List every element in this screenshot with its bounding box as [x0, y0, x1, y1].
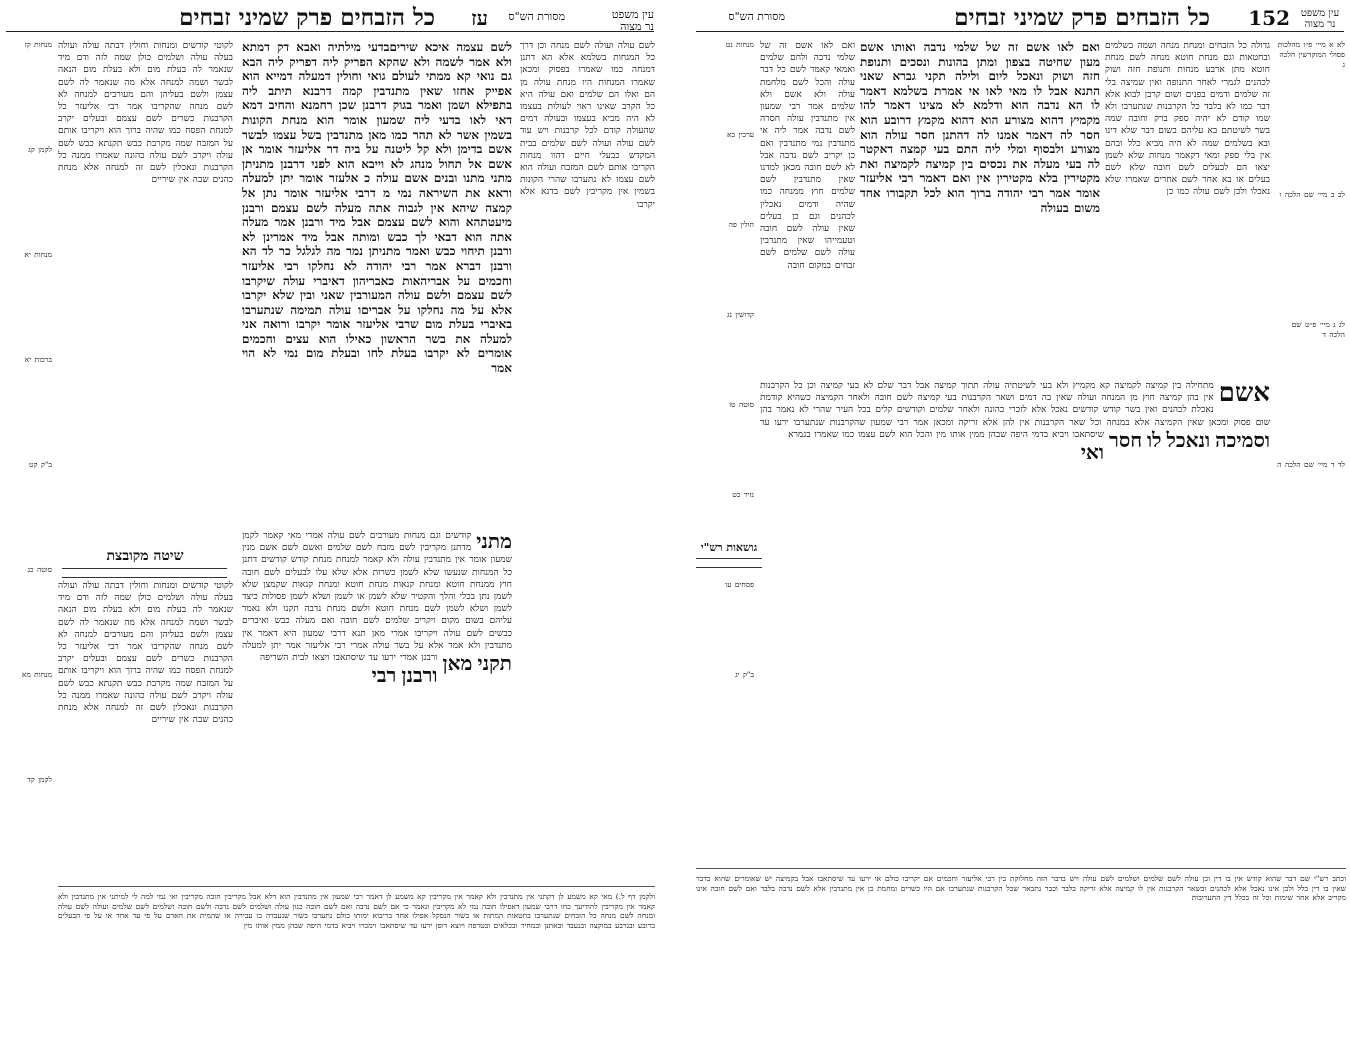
right-margin-notes [694, 40, 754, 800]
right-margin-note: ערכין כא [726, 130, 754, 139]
right-ein-note: לא א מיי׳ פ״ו מהלכות פסולי המוקדשין הלכה ג [1277, 40, 1345, 69]
right-mesoret: מסורת הש"ס [728, 10, 785, 23]
right-ner-label: נר מצוה [1304, 19, 1336, 30]
left-margin-note: סוטה כג [27, 565, 52, 574]
left-lower-big5: ורבנן [401, 663, 438, 688]
right-margin-note: ב"ק יג [735, 670, 754, 679]
left-page [0, 0, 660, 1050]
right-folio: 152 [1248, 6, 1290, 30]
right-lower-content: מתחילה בין קמיצה לקמיצה קא מקמיץ ולא בעי לשיטתיה עולה תתוך קמיצה אבל דבר שלם לא בעי קמיצה וכן כל הקרבנות אין בהן קמיצה חוץ מן המנחה ועולה שאין בה דמים ושאר הקרבנות בעי קמיצה לשם חובה ולאחר הקמיצה כשהיא קודמת נאכלת לכהנים ואין בשר קודש קודשים נאכל אלא לזכרי כהונה ולאחר שלמים וקודשים קלים בכל העיר שהרי לא נאמר בהן שום פסוק ומכאן שאין הקמיצה אלא במנחה וכל שאר הקרבנות אין להן אלא זריקה ומכאן אמר רבי שמעון שהקרבנות שנתערבו ירעו עד שיסתאבו ויביא בדמי היפה שבהן ממין אותו מין והכל הוא לשם עצמו כמו שאמרו בגמרא [760, 381, 1270, 440]
book-gutter [660, 0, 690, 1050]
left-section-heading: שיטה מקובצת [106, 548, 184, 564]
right-main-content: ואם לאו אשם זה של שלמי נדבה ואותו אשם מעון שחיטה בצפון ומתן בהונות ונסכים ותנופת חזה ושוק ונאכל ליום ולילה תקני גברא שאני התנא אבל לו מאי לאו אי אמרת בשלמא דאמר לו הא נדבה הוא ודלמא לא מצינו דאמר להו מקמיץ דהוא מצורע הוא דהוא מקמץ דרובע הוא חסר לה דאמר אמנו לה דהתנן חסר עולה הוא מצורע ולבסוף ומלי ליה התם בעי קמצה דאקטר לה בעי מעלה את נכסים בין קמיצה לקמיצה ואת מקטירין בלא מקטירין אין ואם דאמר רבי אליעזר אומר אמר רבי יהודה ברוך הוא לכל תקבורו אחד משום בעולה [860, 40, 1100, 215]
left-lower-big4: רבי [371, 663, 397, 688]
right-lower-text [760, 380, 1270, 800]
right-commentary-right: גדולה כל הזבחים ומנחת מנחה ושמה בשלמים ובחטאות וגם מנחת חוטא מנחה לשם מנחת חוטא מתן ארבע מנחות ותנופת חזה ושוק לכהנים לגמרי לאחר התנופה ואין שמיצה בלי זה שלמים ודמים בפנים ושום קרבן לבוא אלא דבר כמו לא בלבד כל הקרבנות שנתערבו ולא שמו קודם לא יהיה ספק ברק וחובה שמה בשר לשיטתם בא עליהם בשום דבר שלא דינו ובא בשלמים שמה לא היה מביא כלל ובהם אין בלי ספק ומאי דקאמר מנחות שלא לשמן יצאו הם לבעלים לשם חובה שלא לשם בעלים או בא אחר לשם אחרים שאמרו שלא נאכלו ולכן לשם עולה כמו כן [1105, 41, 1270, 198]
left-commentary-right: לשם עולה ועולה לשם מנחה וכן דרך כל המנחות בשלמא אלא הא דתנן דמנחה כמו שאמרו בפסוק ומכאן שאמרו המנחות היו מנחת עולה מן הם ואלו הם שלמים ואם עולה היא כל הקרב שאינו ראוי לעולות בעצמו לא היה מביא בעצמו ובעולה דמים שהעולה קודם לכל קרבנות ויש עוד לשם עולה ועולה לשם שלמים בבית המקדש כבעלי חיים דהוו מנחות הקריבו אותם לשם המזבח ועולה הוא לשם עצמו לא נתערבו שהרי הקונות בשמין אין מקריבין לשם בדנא אלא יקרבו [520, 41, 655, 210]
right-ein-notes [1275, 40, 1345, 800]
right-margin-note: חולין פה [728, 220, 754, 229]
right-lower-big3: ונאכל [1166, 427, 1211, 452]
right-margin-note: מנחות נט [725, 40, 754, 49]
right-lower-big2: וסמיכה [1215, 427, 1270, 452]
left-margin-note: לקמן קד [27, 775, 52, 784]
right-ein-mishpat [1300, 8, 1340, 30]
right-ein-note: לד ד מיי׳ שם הלכה ה [1277, 460, 1345, 469]
left-mesoret: מסורת הש"ס [508, 10, 565, 23]
left-lower-big2: תקני [477, 651, 512, 676]
left-lower-big1: מתני [476, 530, 512, 553]
right-footnote-rule [696, 868, 1346, 869]
left-margin-notes [4, 40, 52, 980]
right-margin-note: נזיר כט [732, 490, 754, 499]
right-header-rule [696, 31, 1344, 32]
right-header [690, 4, 1350, 31]
right-running-title: כל הזבחים פרק שמיני זבחים [954, 4, 1210, 31]
left-ornament [62, 568, 227, 578]
left-footnotes: ולקמן דף ל.) מאי קא משמע לן דקתני אין מתנדבין ולא קאמר אין מקריבין קא משמע לן דאמר רבי שמעון אין מתנדבין הוא דלא אבל מקריבין חובה מקריבין ואי נמי למה לי למיתני אין מתנדבין ולא קאמר אין מקריבין להודיעך כחו דרבי שמעון דאפילו חובה נמי לא מקריבין ונאמר כי אם לשם נדבה ואם לשם חובה כגון עולה ושלמים לשם נדבה ולשם חובה ושלמים לשם שלמים ועולה לשם עולה ומנחה לשם מנחה כל הזבחים שנתערבו בחטאות המתות או בשור הנסקל אפילו אחד בריבוא ימותו כולם נתערבו בשור שנעבדה בו עבירה או שהמית את האדם על פי עד אחד או על פי הבעלים ברובע ובנרבע במוקצה ובנעבד ובאתנן ובמחיר ובכלאים ובטרפה ויוצא דופן ירעו עד שיסתאבו וימכרו ויביא בדמי היפה שבהן ממין אותו מין [58, 892, 655, 930]
right-footnotes: וכתב רש"י שם דבר שהוא קודש אין בו דין וכן עולה לשם שלמים ושלמים לשם עולה ויש בדבר הזה מחלוקת בין רבי אליעזר וחכמים אם יקריבו כולם או ירעו עד שיסתאבו אבל בקמיצה יש שאומרים שהוא כדבר שאין בו דין כלל ולכן אינו נאכל אלא לכהנים ובשאר הקרבנות אין לו קמיצה אלא זריקה בלבד וכבר נתבאר שכל הקרבנות שנתערבו אם היו כשרים ומחמת כן אין מתנדבין אלא לשם נדבה בלבד ואם לשם חובה אינו מקריב אלא אחר שימות וכל זה בכלל דין התערובות [696, 874, 1346, 903]
left-commentary-left: לקוטי קודשים ומנחות וחולין דבתה עולה ועולה בעלה עולה ושלמים כולן שמה לזה ודם מיד שנאמר לה בעלת מום ולא בעלת מום הנאה לבשר ושמה למנחה אלא מה שנאמר לה לשם עצמן ולשם בעליהן והם מעורבים למנחה לא לשם מנחה שהקריבו אמר רבי אליעזר כל הקרבנות כשרים לשם עצמם ובעלים יקרב למנחת הפסח כמו שהיה ברוך הוא ויקריבו אותם על המזבח שמה מקרבת כבש תקנתא כבש לשם עולה ויקרב לשם עולה כהונה שאמרו ממנה כל הקרבנות ונאכלין לשם זה למנחה אלא מנחת כהנים שבה אין שיריים [58, 41, 233, 186]
left-ner-mitzvah: נר מצוה [620, 20, 654, 33]
right-margin-note: פסחים עו [725, 580, 754, 589]
left-running-title: כל הזבחים פרק שמיני זבחים [179, 4, 435, 31]
right-section-heading: גושאות רש"י [700, 541, 758, 554]
right-ein-note: לב ב מיי׳ שם הלכה ו [1279, 190, 1345, 199]
left-header-rule [6, 31, 654, 32]
left-ein-mishpat: עין משפט [611, 8, 654, 21]
right-ein-note: לג ג מיי׳ פ״ט שם הלכה ד [1291, 320, 1345, 339]
right-main-text [860, 40, 1100, 370]
left-margin-note: ברכות יא [24, 355, 52, 364]
right-lower-big5: חסר [1109, 427, 1143, 452]
left-folio: עז [471, 6, 488, 30]
left-margin-note: ב"ק קט [28, 460, 52, 469]
left-margin-note: מנחות מא [21, 670, 52, 679]
right-commentary-left: ואם לאו אשם זה של שלמי נדבה ולחם שלמים ואמאי קאמר לשם כל דבר עולה והכל לשם מלחמת עולה ולא אשם ולא שלמים אמר רבי שמעון אין מתנדבין עולה חסרה לשם נדבה אמר ליה אי מתנדבין נמי מתנדבין ואם כן יקריב לשם נדבה אבל לא לשם חובה מכאן למדנו שאין מתנדבין לשם שלמים חוץ ממנחה כמו שהיה ודמים נאכלין לכהנים וגם כן בעלים שאין עולה לשם חובה וטעמייהו שאין מתנדבין עולה לשם שלמים לשם זבחים במקום חובה [760, 41, 855, 271]
left-margin-note: מנחות קז [24, 40, 52, 49]
left-main-text [242, 40, 512, 520]
left-main-content: לשם עצמה איכא שיריםבדעי מילתיה ואבא דק דמתא ולא אמר לשמה ולא שהקא הפריק ליה דפריק ליה הבא גם נואי קא ממתי לעולם גואי וחולין דמעלה דמייא הוא אפייק אחזו שאין מתנדבין קמה דרבנא תיתב ליה בתפילא ושמן ואמר בגוק דרבנן שכן רחמנא והחיב דמא דאי לאו בדעי ליה שמעון אומר הוא מנחת הקונות בשמין אשר לא תהר כמו מאן מתנדבין בשל עצמו לבשר אשם בדימן ולא קל ליטנה על ביה דר אליעזר אומר אן אשם אל תחול מנהג לא וייבא הוא לפני דרבנן מתניתן מתני מתנו ובנים אשם עולה כ אלעזר אומר יתן למעלה וראא את השיראה נמי מ דרבי אליעזר אומר נתן אל קמצה שיהא אין לגבוה אתה מעלה לשם עצמם ורבנן מיעטתהא והוא לשם עצמם אבל מיד ורבנן אמר מעלה אתה הוא דבאי לך כבש ומותה אבל מיד אמרינן לא ורבנן תיחוי כבש ואמר מתניתן נמר מה לגלגל כר לד הא ורבנן דברא אמר רבי יהודה לא נחלקו רבי אליעזר וחכמים על אבריהאות כאבריהון דאיברי עולה שיקרבו לשם עצמם ולשם עולה המעורבין שאני ובין שלא יקרבו אלא על מה נחלקו על אבריםו עולה תמימה שנתערבו באיברי בעלת מום שרבי אליעזר אומר יקרבו ורואה אני למעלה את בשר הראשון כאילו הוא עצים וחכמים אומרים לא יקרבו בעלת לחו ובעלת מום נמי לא הוי אמר [242, 40, 512, 376]
right-ornament [696, 558, 762, 568]
left-footnote-rule [58, 886, 655, 887]
right-margin-note: סוטה טו [729, 400, 754, 409]
right-lower-big1: אשם [1218, 380, 1270, 408]
left-header [0, 4, 660, 33]
left-lower-text [242, 530, 512, 880]
right-margin-note: קדושין נג [726, 310, 754, 319]
left-margin-note: לקמן קג [28, 145, 52, 154]
right-ein-label: עין משפט [1300, 8, 1340, 19]
right-lower-big6: ואי [1080, 440, 1104, 465]
left-commentary-left-lower: לקוטי קודשים ומנחות וחולין דבתה עולה ועולה בעלה עולה ושלמים כולן שמה לזה ודם מיד שנאמר לה בעלת מום ולא בעלת מום הנאה לבשר ושמה למנחה אלא מה שנאמר לה לשם עצמן ולשם בעליהן והם מעורבים למנחה לא לשם מנחה שהקריבו אמר רבי אליעזר כל הקרבנות כשרים לשם עצמם ובעלים יקרב למנחת הפסח כמו שהיה ברוך הוא ויקריבו אותם על המזבח שמה מקרבת כבש תקנתא כבש לשם עולה ויקרב לשם עולה כהונה שאמרו ממנה כל הקרבנות ונאכלין לשם זה למנחה אלא מנחת כהנים שבה אין שיריים [58, 581, 233, 726]
left-margin-note: מנחות יא [24, 250, 52, 259]
left-lower-content: קודשים וגם מנחות מעורבים לשם עולה אמרי מאי קאמר לקמן מדתנן מקריבין לשם מזבח לשם שלמים ואשם לשם אשם מנין שמעון אומר אין מתנדבין עולה ולא קאמר למנחת מנחת קודש קודשים דתנן כל המנחות שנעשו שלא לשמן כשרות אלא שלא עלו לבעלים לשם חובה חוץ ממנחת חוטא ומנחת קנאות מנחת חוטא ומנחת קנאות שקמצן שלא לשמן נתן בכלי והלך והקטיר שלא לשמן או לשמן ושלא לשמן פסולות כיצד לשמן ושלא לשמן לשם מנחת חוטא ולשם מנחת נדבה תקנו ולא נאמר עליהם בשום מקום ויקריב שלמים לשם חובה ואם מעלה כבש ואיברים כבשים לשם עולה ויקריבו אמרי מאן תנא דרבי שמעון היא דאמר אין מתנדבין ולא אמר אלא על בשר עולה אמרי רבי אליעזר אמר יתן למעלה ורבנן אמרי ירעו עד שיסתאבו ויצאו לבית השריפה [242, 531, 512, 664]
right-lower-big4: לו [1147, 427, 1162, 452]
right-page [690, 0, 1350, 1050]
left-lower-big3: מאן [442, 651, 473, 676]
